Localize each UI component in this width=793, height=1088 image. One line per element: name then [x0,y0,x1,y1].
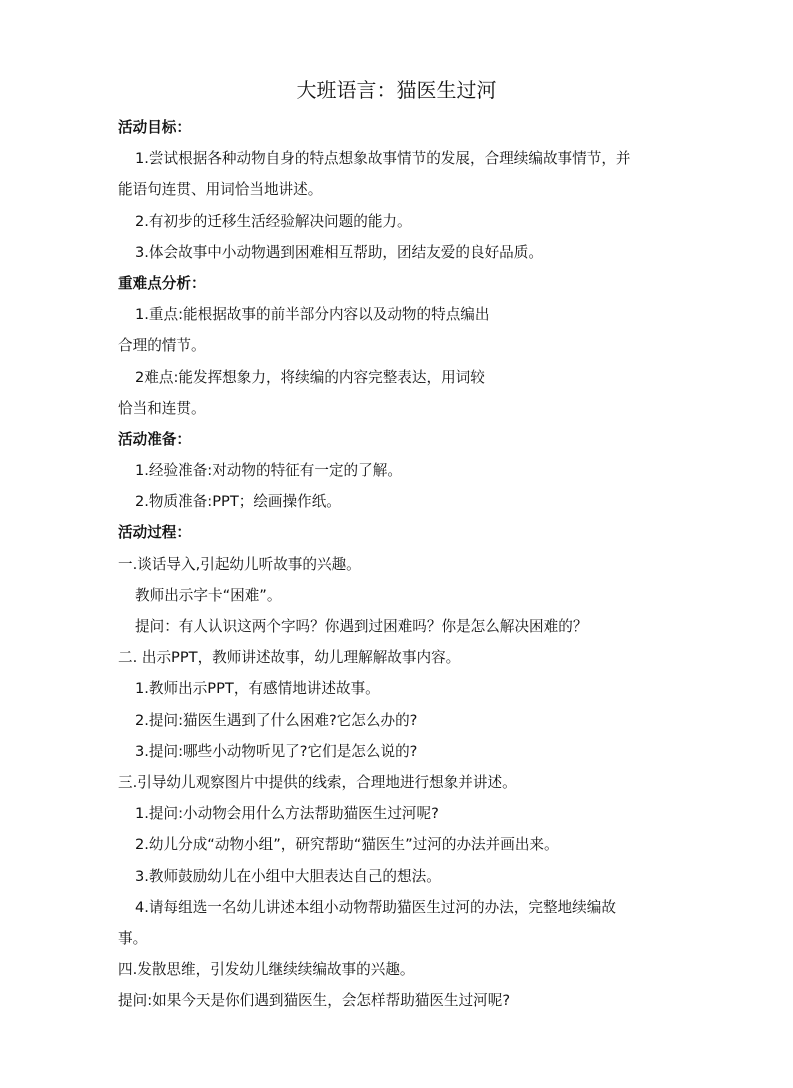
paragraph-line: 2难点:能发挥想象力，将续编的内容完整表达，用词较 [135,368,485,386]
paragraph-line: 事。 [118,929,148,947]
paragraph-line: 合理的情节。 [118,337,206,355]
paragraph-line: 2.有初步的迁移生活经验解决问题的能力。 [135,212,412,230]
paragraph-line: 2.物质准备:PPT；绘画操作纸。 [135,493,341,511]
section-heading: 活动过程： [118,524,191,542]
section-heading: 重难点分析： [118,274,206,292]
paragraph-line: 1.尝试根据各种动物自身的特点想象故事情节的发展，合理续编故事情节，并 [135,150,631,168]
section-heading: 活动准备： [118,430,191,448]
paragraph-line: 1.经验准备:对动物的特征有一定的了解。 [135,462,402,480]
document-title: 大班语言：猫医生过河 [296,78,497,102]
paragraph-line: 4.请每组选一名幼儿讲述本组小动物帮助猫医生过河的办法，完整地续编故 [135,898,616,916]
paragraph-line: 3.提问:哪些小动物听见了?它们是怎么说的? [135,742,418,760]
paragraph-line: 2.幼儿分成“动物小组”，研究帮助“猫医生”过河的办法并画出来。 [135,836,559,854]
paragraph-line: 能语句连贯、用词恰当地讲述。 [118,181,323,199]
paragraph-line: 恰当和连贯。 [118,399,206,417]
paragraph-line: 2.提问:猫医生遇到了什么困难?它怎么办的? [135,711,418,729]
paragraph-line: 三.引导幼儿观察图片中提供的线索，合理地进行想象并讲述。 [118,773,517,791]
paragraph-line: 教师出示字卡“困难”。 [135,586,282,604]
paragraph-line: 3.教师鼓励幼儿在小组中大胆表达自己的想法。 [135,867,441,885]
paragraph-line: 1.提问:小动物会用什么方法帮助猫医生过河呢? [135,805,439,823]
paragraph-line: 提问：有人认识这两个字吗？你遇到过困难吗？你是怎么解决困难的？ [135,618,588,635]
paragraph-line: 二. 出示PPT，教师讲述故事，幼儿理解解故事内容。 [118,649,461,667]
section-heading: 活动目标： [118,119,191,136]
paragraph-line: 3.体会故事中小动物遇到困难相互帮助，团结友爱的良好品质。 [135,243,543,261]
paragraph-line: 提问:如果今天是你们遇到猫医生，会怎样帮助猫医生过河呢? [118,992,511,1010]
document-body [118,112,688,1016]
paragraph-line: 1.重点:能根据故事的前半部分内容以及动物的特点编出 [135,306,490,324]
paragraph-line: 一.谈话导入,引起幼儿听故事的兴趣。 [118,555,361,573]
paragraph-line: 四.发散思维，引发幼儿继续续编故事的兴趣。 [118,961,415,979]
paragraph-line: 1.教师出示PPT，有感情地讲述故事。 [135,680,380,698]
